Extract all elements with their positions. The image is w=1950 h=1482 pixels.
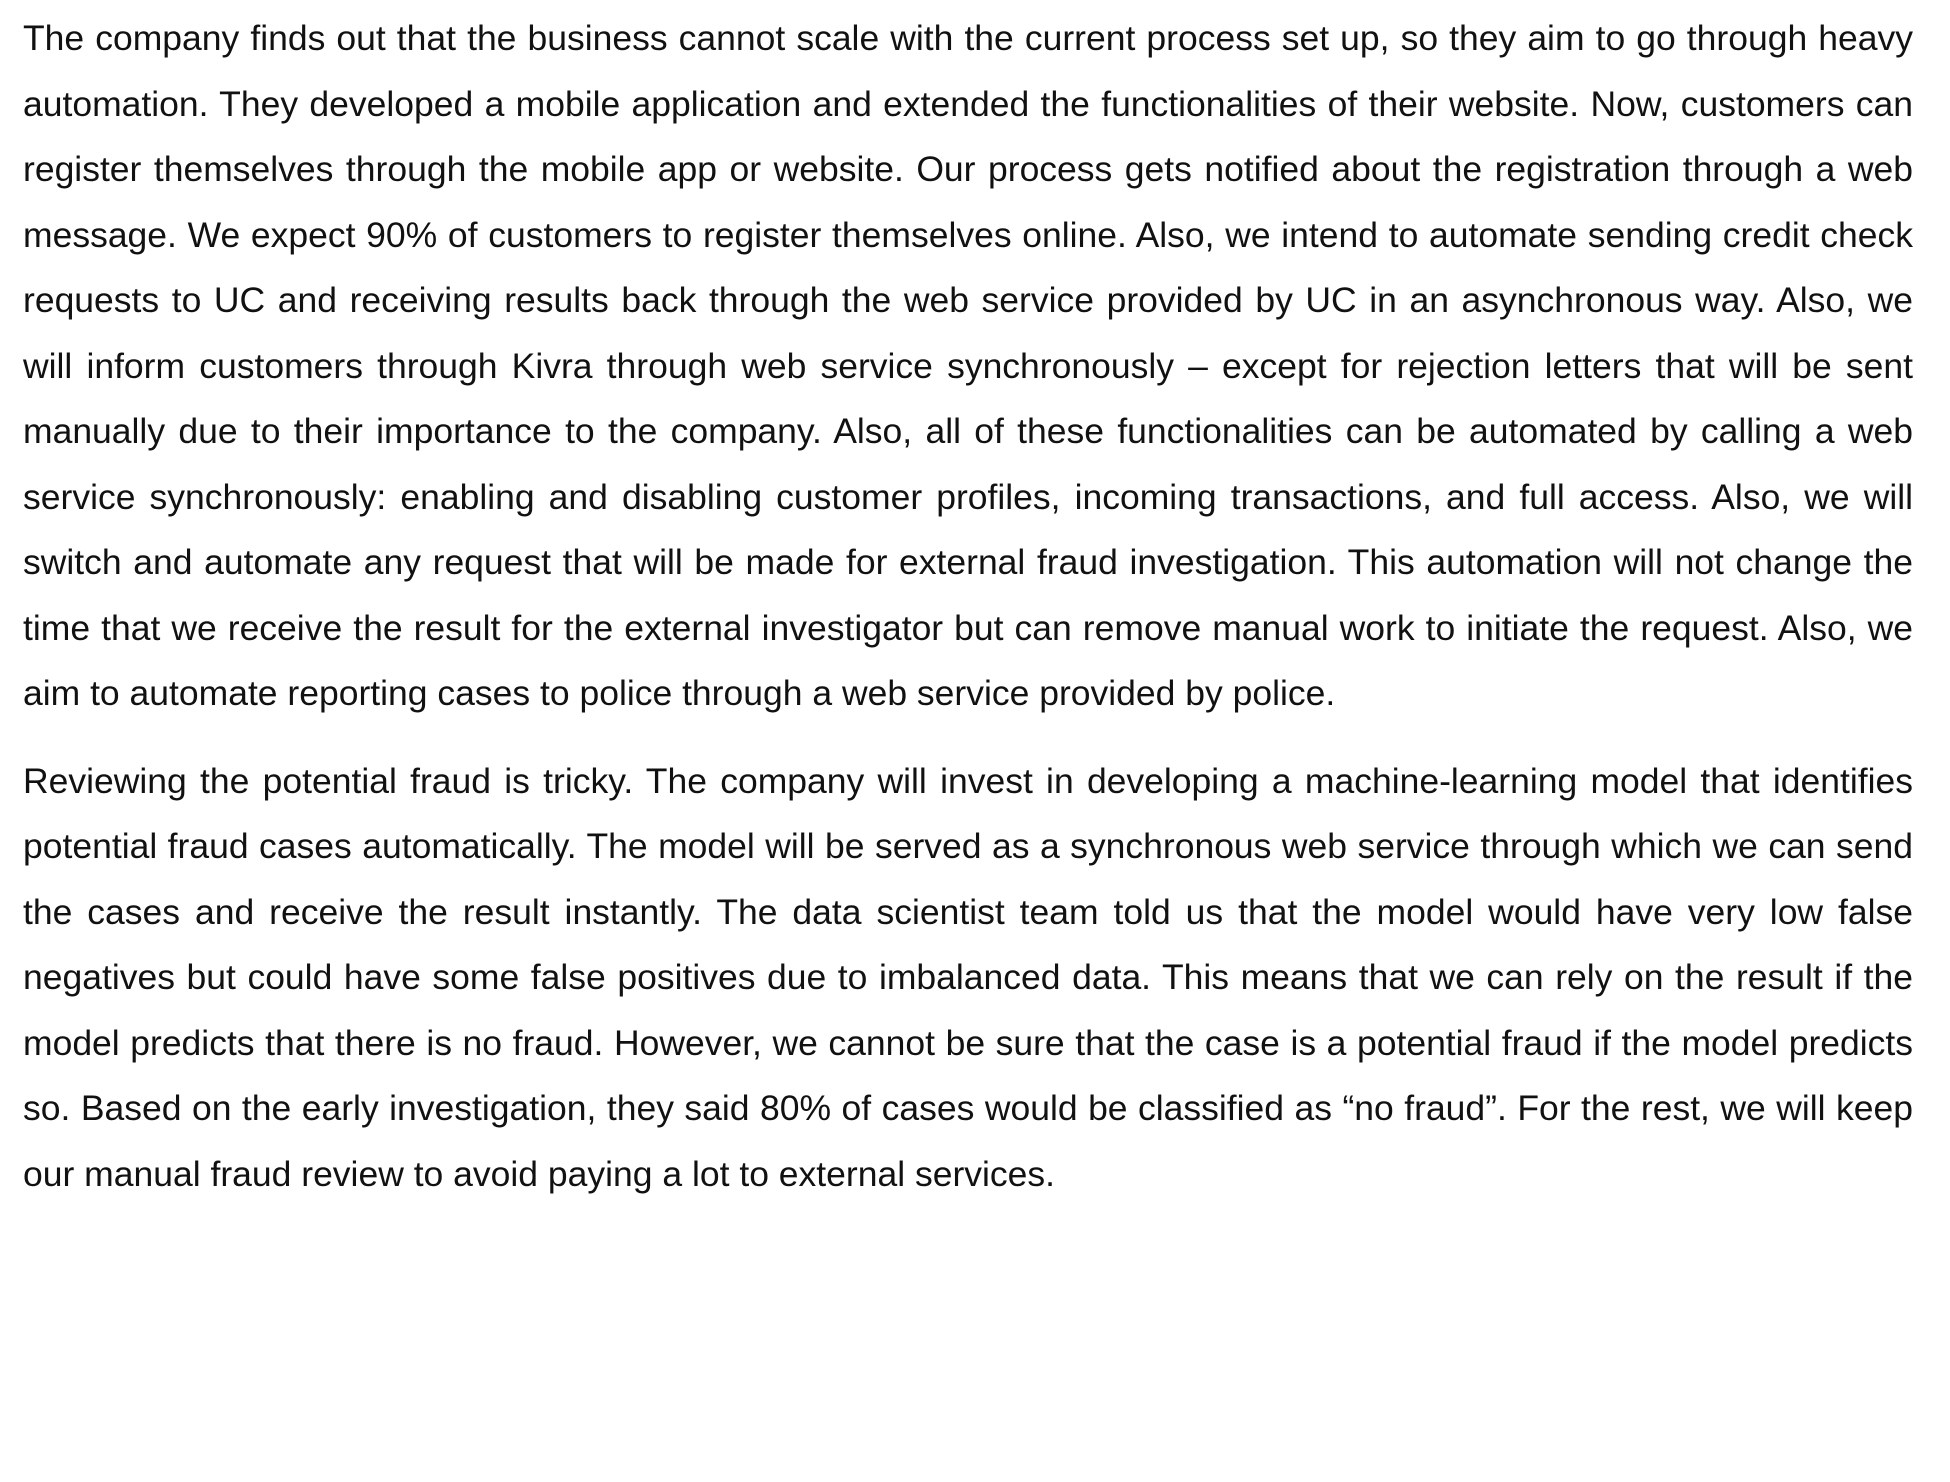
document-page bbox=[23, 6, 1913, 1207]
paragraph-fraud-review: Reviewing the potential fraud is tricky. The company will invest in developing a machine-learning model that identifies potential fraud cases automatically. The model will be served as a synchronous web service through which we can send the cases and receive the result instantly. The data scientist team told us that the model would have very low false negatives but could have some false positives due to imbalanced data. This means that we can rely on the result if the model predicts that there is no fraud. However, we cannot be sure that the case is a potential fraud if the model predicts so. Based on the early investigation, they said 80% of cases would be classified as “no fraud”. For the rest, we will keep our manual fraud review to avoid paying a lot to external services. bbox=[23, 760, 1913, 1194]
paragraph-automation: The company finds out that the business cannot scale with the current process set up, so they aim to go through heavy automation. They developed a mobile application and extended the functionalities of their website. Now, customers can register themselves through the mobile app or website. Our process gets notified about the registration through a web message. We expect 90% of customers to register themselves online. Also, we intend to automate sending credit check requests to UC and receiving results back through the web service provided by UC in an asynchronous way. Also, we will inform customers through Kivra through web service synchronously – except for rejection letters that will be sent manually due to their importance to the company. Also, all of these functionalities can be automated by calling a web service synchronously: enabling and disabling customer profiles, incoming transactions, and full access. Also, we will switch and automate any request that will be made for external fraud investigation. This automation will not change the time that we receive the result for the external investigator but can remove manual work to initiate the request. Also, we aim to automate reporting cases to police through a web service provided by police. bbox=[23, 18, 1913, 713]
